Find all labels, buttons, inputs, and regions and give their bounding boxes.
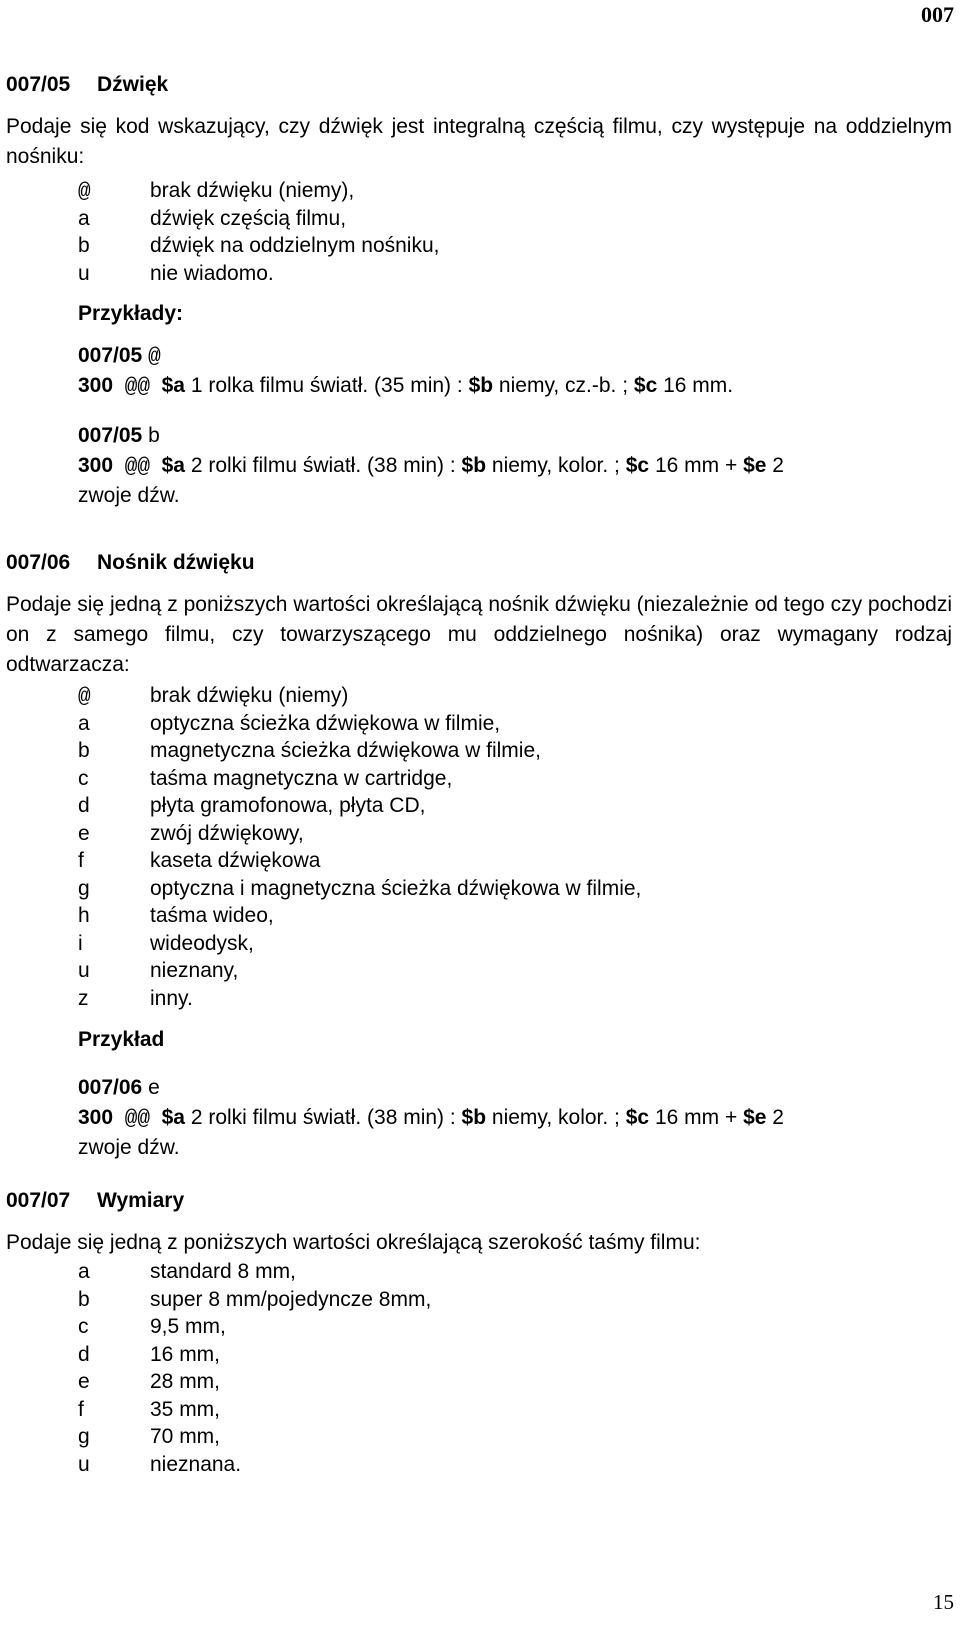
subfield-code: $e (743, 454, 767, 477)
section-heading (6, 548, 952, 578)
code-key: a (78, 711, 90, 735)
list-item (6, 710, 952, 738)
list-item (6, 765, 952, 793)
indicators: @@ (124, 456, 150, 479)
code-text: super 8 mm/pojedyncze 8mm, (150, 1287, 432, 1311)
subfield-code: $a (161, 374, 185, 397)
code-key: @ (78, 686, 91, 709)
code-key: b (78, 234, 90, 257)
section-intro: Podaje się jedną z poniższych wartości określającą szerokość taśmy filmu: (6, 1231, 701, 1254)
list-item (6, 177, 952, 205)
list-item (6, 1368, 952, 1396)
list-item (6, 985, 952, 1013)
subfield-code: $e (743, 1106, 767, 1129)
section-intro: Podaje się kod wskazujący, czy dźwięk jest integralną częścią filmu, czy występuje na oddzielnym nośniku: (6, 115, 952, 168)
section-title: Wymiary (97, 1189, 185, 1212)
continuation-text: zwoje dźw. (78, 484, 180, 507)
code-text: wideodysk, (150, 931, 254, 955)
subfield-code: $b (461, 454, 487, 477)
subfield-text: 1 rolka filmu światł. (35 min) : (190, 374, 463, 397)
header-code: 007 (921, 2, 954, 27)
list-item (6, 820, 952, 848)
code-text: nieznany, (150, 959, 239, 982)
section-heading (6, 1186, 952, 1216)
subfield-code: $a (161, 1106, 185, 1129)
code-key: f (78, 1397, 84, 1421)
continuation-text: zwoje dźw. (78, 1136, 180, 1159)
example-tag: 007/05 (78, 424, 143, 447)
code-key: u (78, 261, 90, 285)
subfield-code: $b (461, 1106, 487, 1129)
code-key: g (78, 1425, 90, 1448)
list-item (6, 260, 952, 288)
list-item (6, 875, 952, 903)
subfield-text: 16 mm. (663, 374, 734, 397)
list-item (6, 737, 952, 765)
list-item (6, 930, 952, 958)
code-key: a (78, 1260, 90, 1283)
field-tag: 300 (78, 374, 114, 397)
list-item (6, 957, 952, 985)
code-text: taśma magnetyczna w cartridge, (150, 766, 453, 790)
code-list (6, 177, 952, 287)
examples-label: Przykłady: (78, 302, 184, 325)
example-value: e (148, 1076, 160, 1099)
list-item (6, 1341, 952, 1369)
code-key: a (78, 206, 90, 230)
section-title: Dźwięk (97, 73, 169, 96)
code-text: optyczna ścieżka dźwiękowa w filmie, (150, 711, 501, 735)
subfield-code: $c (625, 454, 650, 477)
example-label: Przykład (78, 1028, 165, 1051)
code-text: 16 mm, (150, 1342, 221, 1366)
field-tag: 300 (78, 454, 114, 477)
example-block (6, 421, 952, 511)
code-text: dźwięk częścią filmu, (150, 206, 347, 230)
subfield-code: $b (468, 374, 494, 397)
code-text: płyta gramofonowa, płyta CD, (150, 794, 426, 817)
section-code: 007/05 (6, 73, 71, 96)
section-code: 007/07 (6, 1189, 71, 1212)
list-item (6, 1451, 952, 1479)
example-tag: 007/06 (78, 1076, 143, 1099)
subfield-text: 16 mm + (654, 454, 738, 477)
code-key: b (78, 1287, 90, 1311)
section-code: 007/06 (6, 551, 71, 574)
code-text: 35 mm, (150, 1397, 221, 1421)
subfield-code: $c (633, 374, 658, 397)
code-key: e (78, 821, 90, 845)
list-item (6, 205, 952, 233)
list-item (6, 1313, 952, 1341)
code-text: magnetyczna ścieżka dźwiękowa w filmie, (150, 739, 541, 762)
section-007-05 (6, 70, 952, 511)
subfield-text: 16 mm + (654, 1106, 738, 1129)
example-block (6, 341, 952, 401)
subfield-code: $c (625, 1106, 650, 1129)
code-key: u (78, 959, 90, 982)
code-key: g (78, 876, 90, 900)
code-key: z (78, 986, 89, 1010)
list-item (6, 1258, 952, 1286)
list-item (6, 902, 952, 930)
subfield-text: 2 (772, 1106, 784, 1129)
subfield-text: niemy, kolor. ; (491, 1106, 620, 1129)
code-key: b (78, 739, 90, 762)
code-text: nie wiadomo. (150, 261, 274, 285)
code-text: nieznana. (150, 1452, 242, 1476)
section-title: Nośnik dźwięku (97, 551, 255, 574)
code-key: f (78, 849, 84, 872)
page-number: 15 (933, 1590, 954, 1614)
example-value: @ (148, 346, 161, 369)
subfield-text: niemy, kolor. ; (491, 454, 620, 477)
code-key: @ (78, 181, 91, 204)
example-block (6, 1073, 952, 1163)
code-text: inny. (150, 986, 193, 1010)
section-heading (6, 70, 952, 100)
section-007-07 (6, 1186, 952, 1478)
code-key: u (78, 1452, 90, 1476)
code-text: taśma wideo, (150, 904, 274, 927)
code-text: brak dźwięku (niemy) (150, 684, 349, 707)
code-key: h (78, 904, 90, 927)
code-text: brak dźwięku (niemy), (150, 179, 355, 202)
list-item (6, 682, 952, 710)
list-item (6, 232, 952, 260)
section-007-06 (6, 548, 952, 1163)
indicators: @@ (124, 1108, 150, 1131)
list-item (6, 847, 952, 875)
code-list (6, 1258, 952, 1478)
subfield-text: 2 rolki filmu światł. (38 min) : (190, 454, 456, 477)
code-text: zwój dźwiękowy, (150, 821, 304, 845)
code-text: standard 8 mm, (150, 1260, 296, 1283)
list-item (6, 1396, 952, 1424)
code-text: dźwięk na oddzielnym nośniku, (150, 234, 440, 257)
code-list (6, 682, 952, 1012)
code-key: c (78, 1315, 89, 1338)
example-value: b (148, 424, 160, 447)
list-item (6, 1423, 952, 1451)
code-key: i (78, 931, 83, 955)
code-key: e (78, 1370, 90, 1393)
subfield-text: 2 (772, 454, 784, 477)
code-key: c (78, 766, 89, 790)
indicators: @@ (124, 376, 150, 399)
list-item (6, 792, 952, 820)
subfield-text: niemy, cz.-b. ; (498, 374, 629, 397)
code-text: 9,5 mm, (150, 1315, 226, 1338)
code-text: 70 mm, (150, 1425, 221, 1448)
list-item (6, 1286, 952, 1314)
example-tag: 007/05 (78, 344, 143, 367)
code-key: d (78, 794, 90, 817)
section-intro: Podaje się jedną z poniższych wartości określającą nośnik dźwięku (niezależnie od tego czy pochodzi on z samego filmu, czy towarzyszącego mu oddzielnego nośnika) oraz wymagany rodzaj odtwarzacza: (6, 593, 952, 676)
code-text: optyczna i magnetyczna ścieżka dźwiękowa w filmie, (150, 876, 642, 900)
code-text: 28 mm, (150, 1370, 221, 1393)
code-key: d (78, 1342, 90, 1366)
code-text: kaseta dźwiękowa (150, 849, 321, 872)
subfield-text: 2 rolki filmu światł. (38 min) : (190, 1106, 456, 1129)
subfield-code: $a (161, 454, 185, 477)
field-tag: 300 (78, 1106, 114, 1129)
